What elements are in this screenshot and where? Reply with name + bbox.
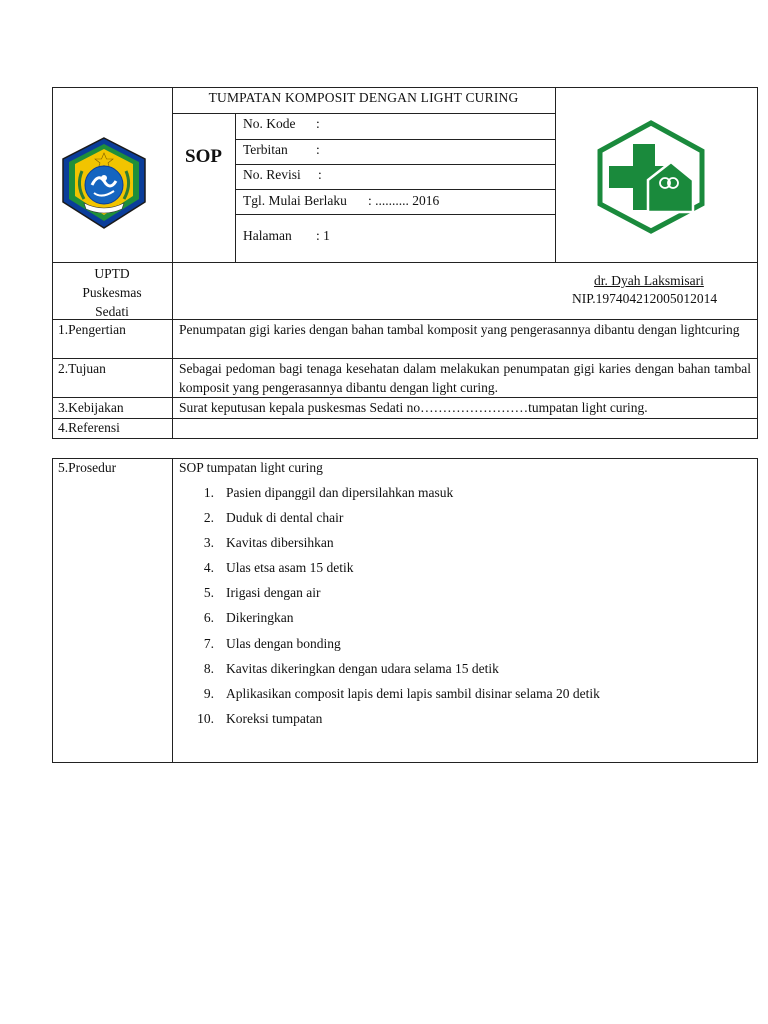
document-title: TUMPATAN KOMPOSIT DENGAN LIGHT CURING <box>208 90 519 105</box>
prosedur-label: 5.Prosedur <box>58 460 117 475</box>
row-text-tujuan: Sebagai pedoman bagi tenaga kesehatan dalam melakukan penumpatan gigi karies dengan bahan tambal komposit yang pengerasannya dibantu dengan light curing. <box>179 361 751 395</box>
field-terbitan-label: Terbitan <box>243 142 288 157</box>
list-item <box>173 510 753 535</box>
step-text: Kavitas dikeringkan dengan udara selama 15 detik <box>226 660 499 676</box>
list-item <box>173 711 753 736</box>
list-item <box>173 535 753 560</box>
step-number: 10. <box>197 710 214 726</box>
row-text-kebijakan: Surat keputusan kepala puskesmas Sedati no……………………tumpatan light curing. <box>179 400 648 415</box>
step-number: 6. <box>203 610 214 626</box>
field-no-kode-value: : <box>316 116 320 131</box>
step-number: 7. <box>203 635 214 651</box>
row-label-kebijakan: 3.Kebijakan <box>58 400 124 415</box>
field-no-revisi-label: No. Revisi <box>243 167 301 182</box>
signatory-nip: NIP.197404212005012014 <box>572 291 718 306</box>
field-tgl-mulai-value: : .......... 2016 <box>368 193 440 208</box>
step-text: Ulas dengan bonding <box>226 635 341 651</box>
org-line-puskesmas: Puskesmas <box>82 285 142 300</box>
step-number: 1. <box>203 485 214 500</box>
step-text: Kavitas dibersihkan <box>226 535 334 551</box>
field-no-kode-label: No. Kode <box>243 116 296 131</box>
step-number: 8. <box>203 660 214 676</box>
sop-label: SOP <box>185 146 222 167</box>
step-text: Pasien dipanggil dan dipersilahkan masuk <box>226 485 454 500</box>
step-text: Duduk di dental chair <box>226 510 344 526</box>
step-number: 4. <box>203 560 214 576</box>
prosedur-intro: SOP tumpatan light curing <box>179 460 323 475</box>
step-number: 2. <box>203 510 214 526</box>
field-no-revisi-value: : <box>318 167 322 182</box>
list-item <box>173 585 753 610</box>
list-item <box>173 560 753 585</box>
step-number: 3. <box>203 535 214 551</box>
org-line-sedati: Sedati <box>95 304 129 319</box>
field-halaman-value: : 1 <box>316 228 330 243</box>
signatory-name: dr. Dyah Laksmisari <box>594 273 704 288</box>
list-item <box>173 661 753 686</box>
step-text: Koreksi tumpatan <box>226 710 323 726</box>
list-item <box>173 485 753 510</box>
prosedur-steps <box>173 485 753 736</box>
step-text: Dikeringkan <box>226 610 294 626</box>
row-label-tujuan: 2.Tujuan <box>58 361 106 376</box>
field-halaman-label: Halaman <box>243 228 292 243</box>
row-label-referensi: 4.Referensi <box>58 420 120 435</box>
step-number: 9. <box>203 685 214 701</box>
row-text-pengertian: Penumpatan gigi karies dengan bahan tambal komposit yang pengerasannya dibantu dengan lightcuring <box>179 322 740 337</box>
org-line-uptd: UPTD <box>94 266 130 281</box>
field-tgl-mulai-label: Tgl. Mulai Berlaku <box>243 193 347 208</box>
list-item <box>173 636 753 661</box>
puskesmas-logo <box>593 120 709 234</box>
regency-emblem-logo <box>56 135 152 231</box>
list-item <box>173 610 753 635</box>
row-label-pengertian: 1.Pengertian <box>58 322 126 337</box>
step-text: Irigasi dengan air <box>226 585 321 601</box>
step-number: 5. <box>203 585 214 601</box>
step-text: Ulas etsa asam 15 detik <box>226 560 354 576</box>
step-text: Aplikasikan composit lapis demi lapis sambil disinar selama 20 detik <box>226 685 600 701</box>
list-item <box>173 686 753 711</box>
field-terbitan-value: : <box>316 142 320 157</box>
